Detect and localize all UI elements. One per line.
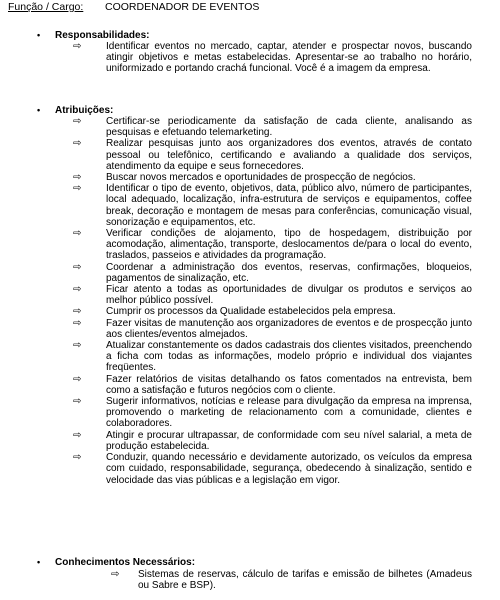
arrow-right-icon: ⇨ <box>73 261 82 273</box>
job-title-header <box>8 1 260 13</box>
item-text: Cumprir os processos da Qualidade estabelecidos pela empresa. <box>106 306 396 318</box>
item-text: Fazer relatórios de visitas detalhando os fatos comentados na entrevista, bem como a satisfação e futuros negócios com o cliente. <box>106 373 472 396</box>
list-item <box>0 396 500 430</box>
list-item <box>0 318 500 340</box>
list-item <box>0 430 500 452</box>
arrow-right-icon: ⇨ <box>73 116 82 127</box>
list-item <box>0 306 500 317</box>
list-item <box>0 138 500 172</box>
list-item <box>0 172 500 183</box>
arrow-right-icon: ⇨ <box>73 429 82 441</box>
item-text: Atingir e procurar ultrapassar, de conformidade com seu nível salarial, a meta de produção estabelecida. <box>106 429 472 452</box>
arrow-right-icon: ⇨ <box>73 172 82 184</box>
arrow-right-icon: ⇨ <box>73 41 82 52</box>
arrow-right-icon: ⇨ <box>73 452 82 464</box>
section-title-text: Atribuições: <box>55 105 114 116</box>
item-text: Fazer visitas de manutenção aos organizadores de eventos e de prospecção junto aos clientes/eventos almejados. <box>106 317 472 340</box>
list-item <box>0 262 500 284</box>
item-text: Coordenar a administração dos eventos, reservas, confirmações, bloqueios, pagamentos de sinalização, etc. <box>106 261 472 284</box>
item-list <box>0 116 500 486</box>
arrow-right-icon: ⇨ <box>73 228 82 240</box>
item-text: Ficar atento a todas as oportunidades de divulgar os produtos e serviços ao melhor público possível. <box>106 284 472 307</box>
bullet-icon: • <box>37 30 41 40</box>
item-text: Identificar eventos no mercado, captar, atender e prospectar novos, buscando atingir objetivos e metas estabelecidas. Apresentar-se ao trabalho no horário, uniformizado e portando crachá funcional. Você é a imagem da empresa. <box>106 41 472 75</box>
item-text: Atualizar constantemente os dados cadastrais dos clientes visitados, preenchendo a ficha com todas as informações, modelo próprio e individual dos viajantes freqüentes. <box>106 340 472 374</box>
arrow-right-icon: ⇨ <box>73 183 82 195</box>
section-title-text: Conhecimentos Necessários: <box>55 557 196 568</box>
list-item <box>0 374 500 396</box>
section-title-text: Responsabilidades: <box>55 30 150 41</box>
list-item <box>0 340 500 374</box>
item-text: Realizar pesquisas junto aos organizadores dos eventos, através de contato pessoal ou telefônico, certificando e avaliando a qualidade dos serviços, atendimento da equipe e seus fornecedores. <box>106 138 472 172</box>
arrow-right-icon: ⇨ <box>73 138 82 150</box>
item-list <box>0 569 500 591</box>
arrow-right-icon: ⇨ <box>73 317 82 329</box>
bullet-icon: • <box>37 105 41 115</box>
list-item <box>0 116 500 138</box>
job-title-label: Função / Cargo: <box>8 1 84 13</box>
arrow-right-icon: ⇨ <box>73 373 82 385</box>
item-text: Identificar o tipo de evento, objetivos, data, público alvo, número de participantes, local adequado, localização, infra-estrutura de serviços e equipamentos, coffee break, decoração e montagem de mesas para conferências, comunicação visual, sonorização e equipamentos, etc. <box>106 183 472 228</box>
list-item <box>0 41 500 75</box>
job-title-value: COORDENADOR DE EVENTOS <box>105 1 260 13</box>
arrow-right-icon: ⇨ <box>73 284 82 296</box>
list-item <box>0 228 500 262</box>
list-item <box>0 569 500 591</box>
arrow-right-icon: ⇨ <box>73 396 82 408</box>
list-item <box>0 183 500 228</box>
arrow-right-icon: ⇨ <box>111 569 120 580</box>
item-text: Certificar-se periodicamente da satisfação de cada cliente, analisando as pesquisas e efetuando telemarketing. <box>106 116 472 139</box>
item-text: Conduzir, quando necessário e devidamente autorizado, os veículos da empresa com cuidado, responsabilidade, segurança, obedecendo à sinalização, sentido e velocidade das vias públicas e a legislação em vigor. <box>106 452 472 486</box>
item-text: Buscar novos mercados e oportunidades de prospecção de negócios. <box>106 172 416 184</box>
arrow-right-icon: ⇨ <box>73 340 82 352</box>
item-text: Verificar condições de alojamento, tipo de hospedagem, distribuição por acomodação, alimentação, transporte, deslocamentos de/para o local do evento, traslados, passeios e atividades da programação. <box>106 228 472 262</box>
arrow-right-icon: ⇨ <box>73 306 82 318</box>
item-text: Sugerir informativos, notícias e release para divulgação da empresa na imprensa, promovendo o marketing de relacionamento com a comunidade, clientes e colaboradores. <box>106 396 472 430</box>
list-item <box>0 452 500 486</box>
item-text: Sistemas de reservas, cálculo de tarifas e emissão de bilhetes (Amadeus ou Sabre e BSP). <box>138 569 472 592</box>
list-item <box>0 284 500 306</box>
item-list <box>0 41 500 75</box>
bullet-icon: • <box>37 557 41 567</box>
